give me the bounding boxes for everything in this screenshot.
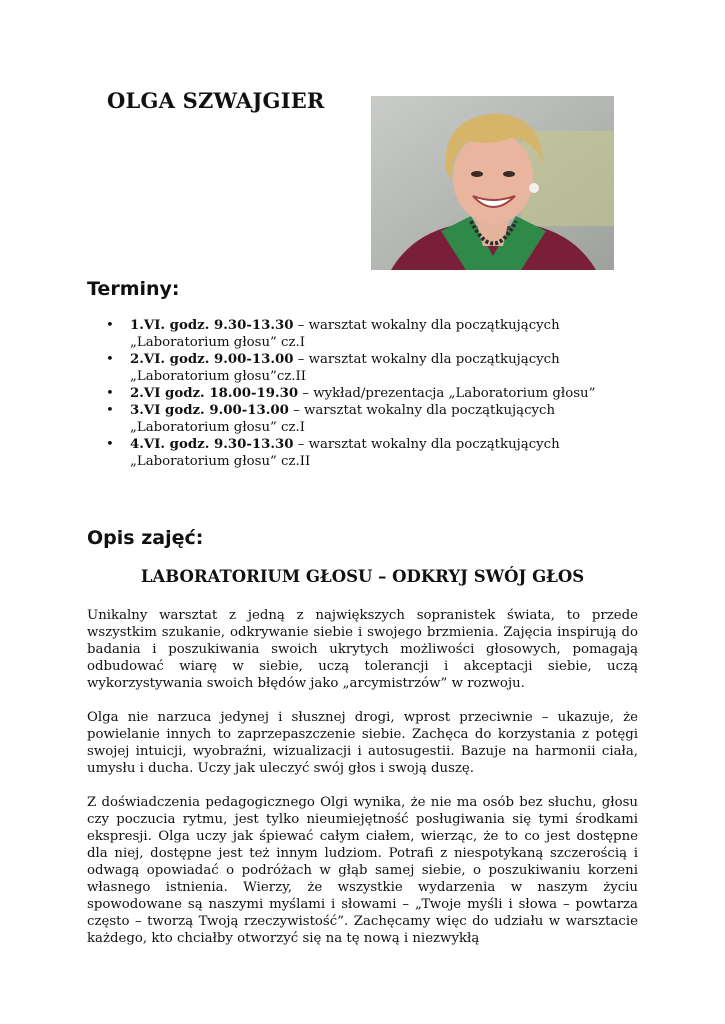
term-text: – warsztat wokalny dla początkujących „Laboratorium głosu” cz.I [130,318,560,350]
bullet-icon: • [106,403,114,418]
list-item [106,402,626,436]
workshop-title: LABORATORIUM GŁOSU – ODKRYJ SWÓJ GŁOS [140,567,585,586]
bullet-icon: • [106,437,114,452]
paragraph: Olga nie narzuca jedynej i słusznej drogi, wprost przeciwnie – ukazuje, że powielanie innych to zaprzepaszczenie siebie. Zachęca do korzystania z potęgi swojej intuicji, wyobraźni, wizualizacji i autosugestii. Bazuje na harmonii ciała, umysłu i ducha. Uczy jak uleczyć swój głos i swoją duszę. [87,710,638,776]
description-body [87,607,638,964]
bullet-icon: • [106,386,114,401]
term-date: 4.VI. godz. 9.30-13.30 [130,437,294,452]
list-item [106,317,626,351]
page-title: OLGA SZWAJGIER [107,88,325,113]
terms-heading: Terminy: [87,278,180,300]
portrait-photo [371,96,614,270]
term-date: 1.VI. godz. 9.30-13.30 [130,318,294,333]
terms-list [106,317,626,470]
list-item [106,385,626,402]
term-date: 2.VI godz. 18.00-19.30 [130,386,299,401]
description-heading: Opis zajęć: [87,527,204,549]
term-date: 2.VI. godz. 9.00-13.00 [130,352,294,367]
term-text: – warsztat wokalny dla początkujących „Laboratorium głosu” cz.II [130,437,560,469]
paragraph: Z doświadczenia pedagogicznego Olgi wynika, że nie ma osób bez słuchu, głosu czy poczucia rytmu, jest tylko nieumiejętność posługiwania się tymi środkami ekspresji. Olga uczy jak śpiewać całym ciałem, wierząc, że to co jest dostępne dla niej, dostępne jest też innym ludziom. Potrafi z niespotykaną szczerością i odwagą opowiadać o podróżach w głąb samej siebie, o poszukiwaniu korzeni własnego istnienia. Wierzy, że wszystkie wydarzenia w naszym życiu spowodowane są naszymi myślami i słowami – „Twoje myśli i słowa – powtarza często – tworzą Twoją rzeczywistość”. Zachęcamy więc do udziału w warsztacie każdego, kto chciałby otworzyć się na tę nową i niezwykłą [87,795,638,946]
term-text: – wykład/prezentacja „Laboratorium głosu” [298,386,596,401]
list-item [106,351,626,385]
bullet-icon: • [106,318,114,333]
term-text: – warsztat wokalny dla początkujących „Laboratorium głosu”cz.II [130,352,560,384]
paragraph: Unikalny warsztat z jedną z największych sopranistek świata, to przede wszystkim szukanie, odkrywanie siebie i swojego brzmienia. Zajęcia inspirują do badania i poszukiwania swoich ukrytych możliwości głosowych, pomagają odbudować wiarę w siebie, uczą tolerancji i akceptacji siebie, uczą wykorzystywania swoich błędów jako „arcymistrzów” w rozwoju. [87,608,638,691]
list-item [106,436,626,470]
bullet-icon: • [106,352,114,367]
term-date: 3.VI godz. 9.00-13.00 [130,403,289,418]
term-text: – warsztat wokalny dla początkujących „Laboratorium głosu” cz.I [130,403,556,435]
portrait-image [371,96,614,270]
